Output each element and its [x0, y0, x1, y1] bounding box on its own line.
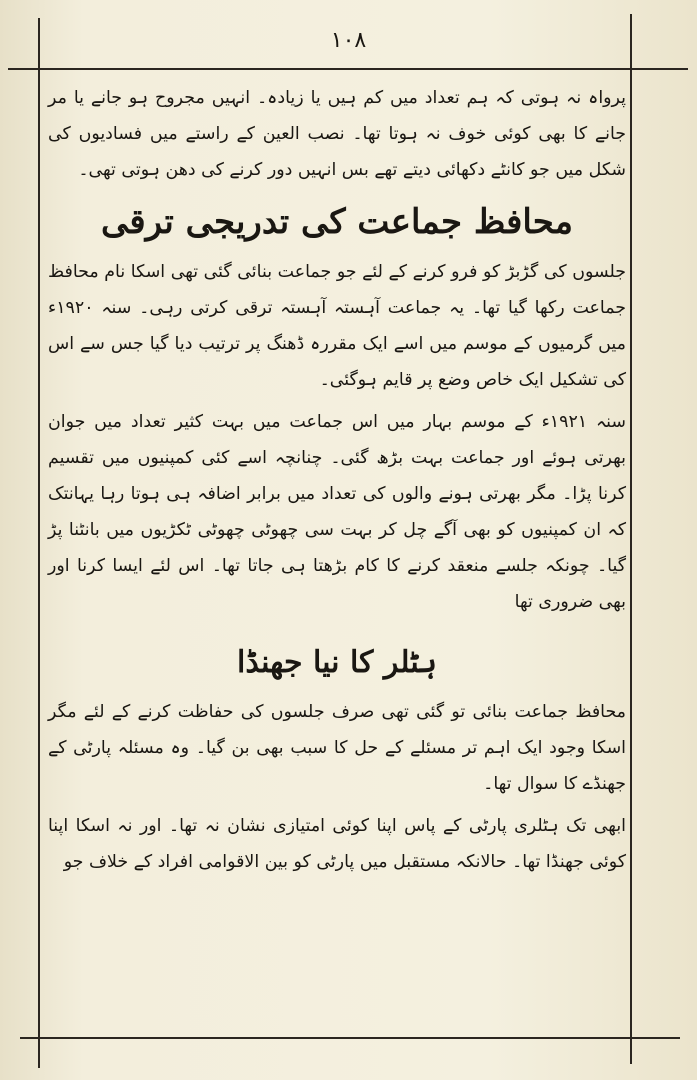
section-heading-new-flag: ہٹلر کا نیا جھنڈا — [237, 645, 437, 680]
footer-rule — [20, 1037, 680, 1039]
paragraph-flag-issue: محافظ جماعت بنائی تو گئی تھی صرف جلسوں کی حفاظت کرنے کے لئے مگر اسکا وجود ایک اہم تر مسئلے کے حل کا سبب بھی بن گیا۔ وہ مسئلہ پارٹی کے جھنڈے کا سوال تھا۔ — [48, 702, 626, 794]
left-border-line — [38, 18, 40, 1068]
paragraph-no-emblem: ابھی تک ہٹلری پارٹی کے پاس اپنا کوئی امتیازی نشان نہ تھا۔ اور نہ اسکا اپنا کوئی جھنڈا تھا۔ حالانکہ مستقبل میں پارٹی کو بین الاقوامی افراد کے خلاف جو — [48, 816, 626, 872]
paragraph-guard-formation: جلسوں کی گڑبڑ کو فرو کرنے کے لئے جو جماعت بنائی گئی تھی اسکا نام محافظ جماعت رکھا گیا تھا۔ یہ جماعت آہستہ آہستہ ترقی کرتی رہی۔ سنہ ۱۹۲۰ء میں گرمیوں کے موسم میں اسے ایک مقررہ ڈھنگ پر ترتیب دیا گیا جس سے اس کی تشکیل ایک خاص وضع پر قایم ہوگئی۔ — [48, 262, 626, 390]
header-rule — [8, 68, 688, 70]
page-number: ۱۰۸ — [330, 28, 367, 53]
paragraph-intro: پرواہ نہ ہوتی کہ ہم تعداد میں کم ہیں یا زیادہ۔ انہیں مجروح ہو جانے یا مر جانے کا بھی کوئی خوف نہ ہوتا تھا۔ نصب العین کے راستے میں فسادیوں کی شکل میں جو کانٹے دکھائی دیتے تھے بس انہیں دور کرنے کی دھن ہوتی تھی۔ — [48, 88, 626, 180]
section-heading-guard-progress: محافظ جماعت کی تدریجی ترقی — [101, 202, 573, 242]
right-border-line — [630, 14, 632, 1064]
page-body — [48, 80, 626, 1030]
paragraph-guard-growth: سنہ ۱۹۲۱ء کے موسم بہار میں اس جماعت میں بہت کثیر تعداد میں جوان بھرتی ہوئے اور جماعت بہت بڑھ گئی۔ چنانچہ اسے کئی کمپنیوں میں تقسیم کرنا پڑا۔ مگر بھرتی ہونے والوں کی تعداد میں برابر اضافہ ہی ہوتا رہا یہانتک کہ ان کمپنیوں کو بھی آگے چل کر بہت سی چھوٹی چھوٹی ٹکڑیوں میں بانٹنا پڑ گیا۔ چونکہ جلسے منعقد کرنے کا کام بڑھتا ہی جاتا تھا۔ اس لئے ایسا کرنا اور بھی ضروری تھا — [48, 412, 626, 612]
